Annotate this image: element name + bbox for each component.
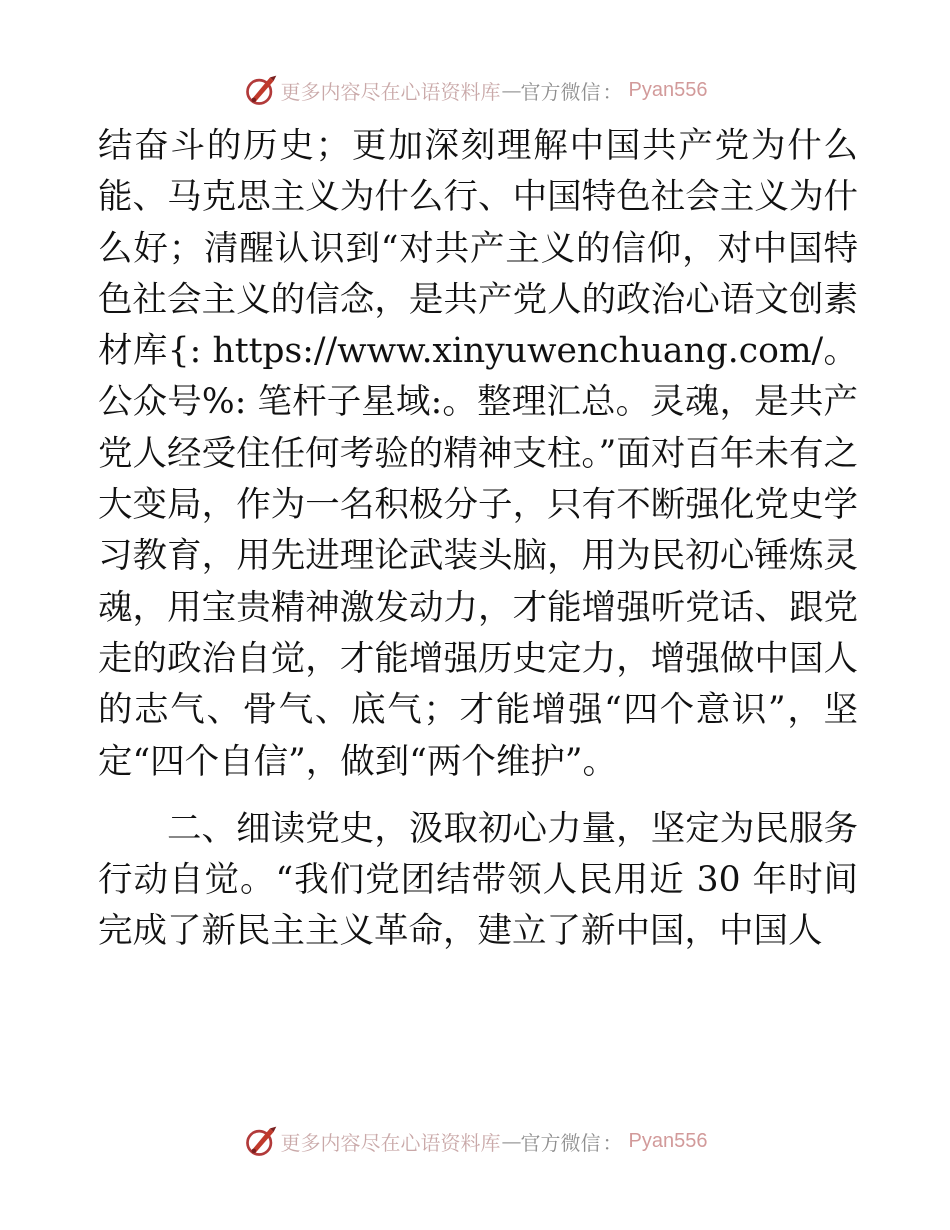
body-paragraph: 结奋斗的历史；更加深刻理解中国共产党为什么能、马克思主义为什么行、中国特色社会主义为什么好；清醒认识到“对共产主义的信仰，对中国特色社会主义的信念，是共产党人的政治心语文创素材库{: https://www.xinyuwenchuang.com/。公众号%: 笔杆子星域:。整理汇总。灵魂，是共产党人经受住任何考验的精神支柱。”面对百年未有之大变局，作为一名积极分子，只有不断强化党史学习教育，用先进理论武装头脑，用为民初心锤炼灵魂，用宝贵精神激发动力，才能增强听党话、跟党走的政治自觉，才能增强历史定力，增强做中国人的志气、骨气、底气；才能增强“四个意识”，坚定“四个自信”，做到“两个维护”。 bbox=[98, 126, 858, 782]
body-paragraph-section-heading: 二、细读党史，汲取初心力量，坚定为民服务行动自觉。“我们党团结带领人民用近 30 年时间完成了新民主主义革命，建立了新中国，中国人 bbox=[98, 808, 858, 952]
pen-logo-icon bbox=[243, 1123, 279, 1159]
banner-separator: — bbox=[501, 78, 520, 102]
footer-banner bbox=[0, 1121, 950, 1161]
banner-colon: ： bbox=[602, 1130, 623, 1155]
banner-text: 更多内容尽在心语资料库 bbox=[280, 79, 501, 104]
banner-colon: ： bbox=[602, 79, 623, 104]
banner-wechat-id: Pyan556 bbox=[628, 78, 708, 101]
banner-wechat-label: 官方微信 bbox=[520, 79, 601, 104]
document-body bbox=[98, 121, 858, 958]
banner-text: 更多内容尽在心语资料库 bbox=[280, 1130, 501, 1155]
header-banner bbox=[0, 70, 950, 110]
banner-wechat-id: Pyan556 bbox=[628, 1129, 708, 1152]
banner-wechat-label: 官方微信 bbox=[520, 1130, 601, 1155]
banner-separator: — bbox=[501, 1129, 520, 1153]
pen-logo-icon bbox=[243, 72, 279, 108]
